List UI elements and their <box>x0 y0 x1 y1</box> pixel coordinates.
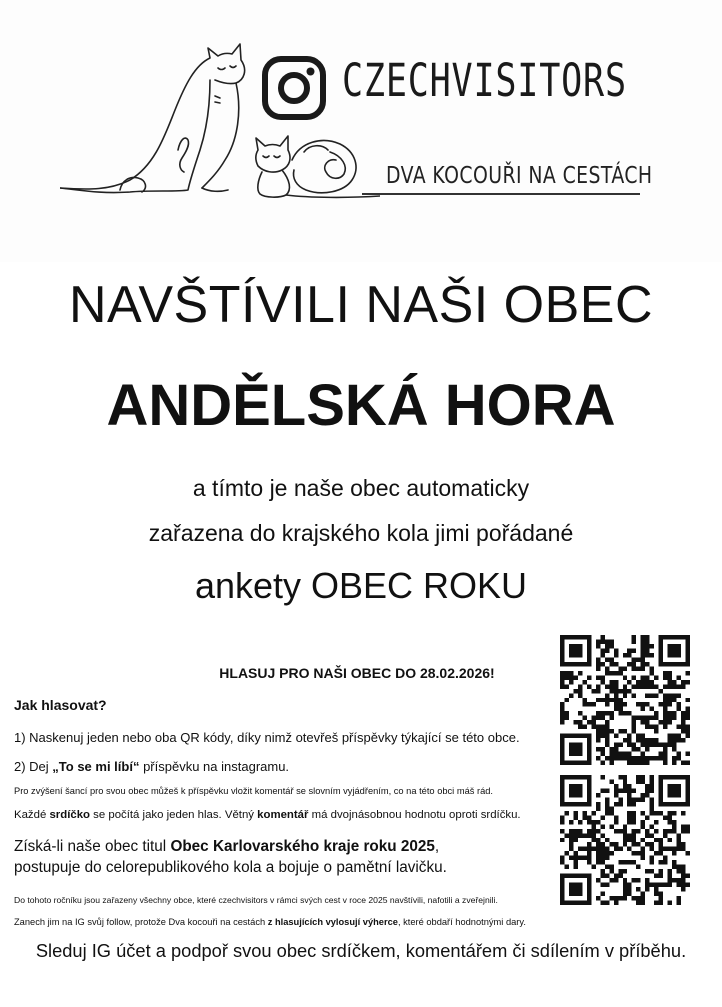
step-1: 1) Naskenuj jeden nebo oba QR kódy, díky nimž otevřeš příspěvky týkající se této obce. <box>14 730 520 745</box>
qr-code-post-1[interactable] <box>560 635 690 765</box>
headline-visited: NAVŠTÍVILI NAŠI OBEC <box>68 276 654 334</box>
village-name: ANDĚLSKÁ HORA <box>106 373 616 438</box>
points-rules <box>14 809 521 821</box>
step-2-suffix: příspěvku na instagramu. <box>139 759 290 774</box>
points-text-3: má dvojnásobnou hodnotu oproti srdíčku. <box>308 809 521 821</box>
tagline-underline <box>362 193 640 195</box>
step-2-prefix: 2) Dej <box>14 759 53 774</box>
brand-name: CZECHVISITORS <box>342 54 627 107</box>
subtitle-line-2: zařazena do krajského kola jimi pořádané <box>148 520 574 546</box>
vote-deadline: HLASUJ PRO NAŠI OBEC DO 28.02.2026! <box>219 665 495 681</box>
subtitle-line-1: a tímto je naše obec automaticky <box>192 475 530 501</box>
step-2 <box>14 759 289 774</box>
follow-draw: z hlasujících vylosují výherce <box>267 917 398 927</box>
title-line-2: postupuje do celorepublikového kola a bojuje o pamětní lavičku. <box>14 859 447 876</box>
poll-name: ankety OBEC ROKU <box>194 565 528 606</box>
title-award: Obec Karlovarského kraje roku 2025 <box>170 838 435 855</box>
brand-tagline: DVA KOCOUŘI NA CESTÁCH <box>386 163 653 189</box>
eligibility-note: Do tohoto ročníku jsou zařazeny všechny obce, které czechvisitors v rámci svých cest v roce 2025 navštívili, nafotili a zveřejnili. <box>14 895 498 905</box>
footer-call-to-action: Sleduj IG účet a podpoř svou obec srdíčkem, komentářem či sdílením v příběhu. <box>35 940 687 961</box>
follow-note <box>14 917 526 927</box>
comment-tip: Pro zvýšení šancí pro svou obec můžeš k příspěvku vložit komentář se slovním vyjádřením, co na této obci máš rád. <box>14 786 493 796</box>
follow-text-2: , které obdaří hodnotnými dary. <box>397 917 526 927</box>
points-text-2: se počítá jako jeden hlas. Větný <box>90 809 258 821</box>
points-text-1: Každé <box>14 809 50 821</box>
points-heart: srdíčko <box>49 809 90 821</box>
points-comment: komentář <box>257 809 309 821</box>
title-text-2: , <box>434 838 440 855</box>
title-text-1: Získá-li naše obec titul <box>14 838 171 855</box>
title-line-1 <box>14 838 439 856</box>
like-label: „To se mi líbí“ <box>52 759 140 774</box>
follow-text-1: Zanech jim na IG svůj follow, protože Dva kocouři na cestách <box>14 917 268 927</box>
cats-line-art <box>60 40 380 215</box>
qr-code-post-2[interactable] <box>560 775 690 905</box>
instagram-icon[interactable] <box>262 56 326 120</box>
how-to-vote-heading: Jak hlasovat? <box>14 697 107 713</box>
